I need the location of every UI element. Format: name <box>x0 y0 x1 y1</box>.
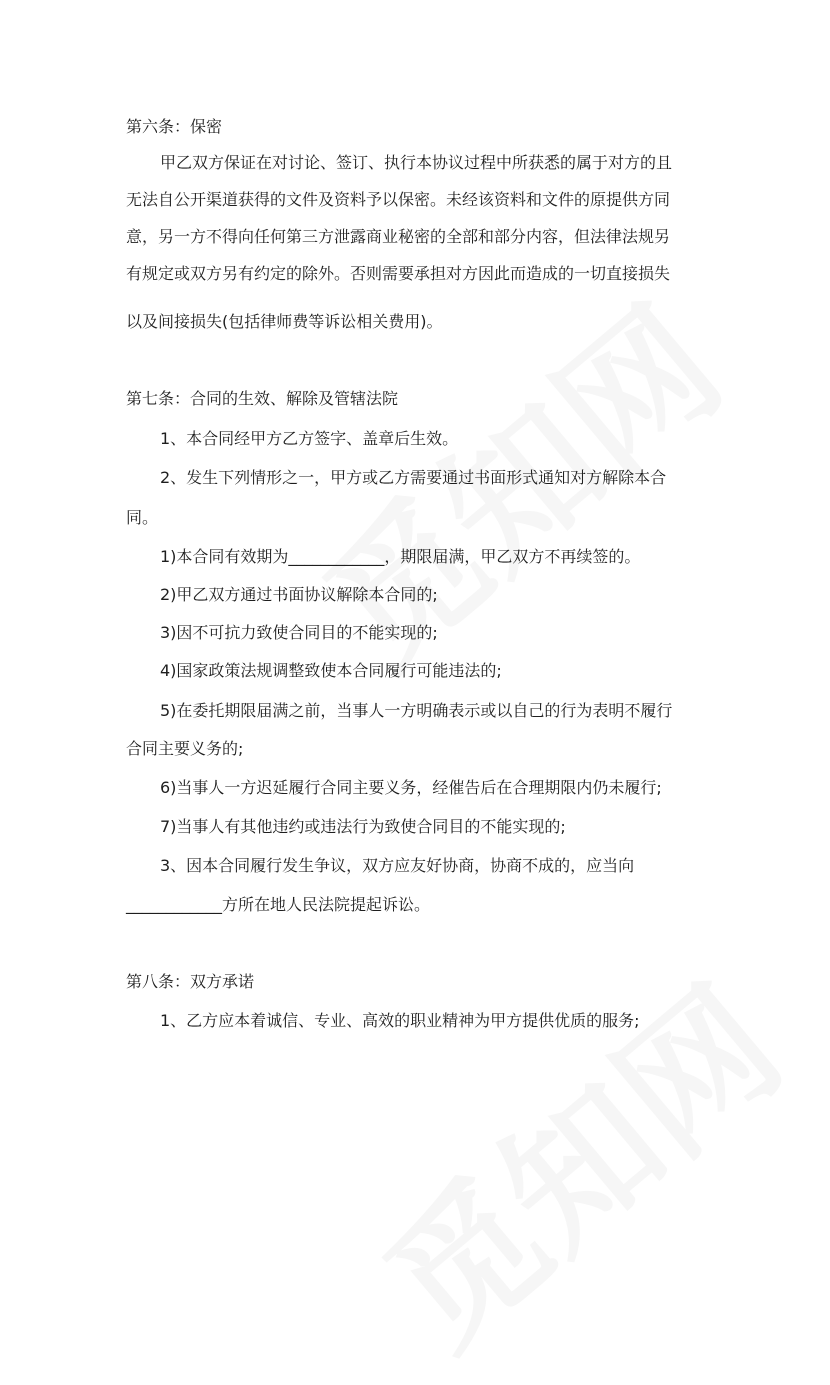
article6-heading: 第六条：保密 <box>126 117 223 136</box>
article7-heading: 第七条：合同的生效、解除及管辖法院 <box>126 389 399 408</box>
sub-clause: 6)当事人一方迟延履行合同主要义务，经催告后在合理期限内仍未履行; <box>160 778 662 797</box>
clause-item: 1、本合同经甲方乙方签字、盖章后生效。 <box>160 429 459 448</box>
clause-item: 3、因本合同履行发生争议，双方应友好协商，协商不成的，应当向 <box>160 856 635 875</box>
sub-clause: 7)当事人有其他违约或违法行为致使合同目的不能实现的; <box>160 817 566 836</box>
watermark <box>333 931 817 1385</box>
clause-item: 2、发生下列情形之一，甲方或乙方需要通过书面形式通知对方解除本合 <box>160 468 667 487</box>
clause-item: 同。 <box>126 508 159 527</box>
sub-clause: 2)甲乙双方通过书面协议解除本合同的; <box>160 585 438 604</box>
sub-clause: 4)国家政策法规调整致使本合同履行可能违法的; <box>160 661 502 680</box>
clause-item: ____________方所在地人民法院提起诉讼。 <box>126 895 431 914</box>
sub-clause: 3)因不可抗力致使合同目的不能实现的; <box>160 623 438 642</box>
sub-clause: 合同主要义务的; <box>126 739 244 758</box>
sub-clause: 1)本合同有效期为____________，期限届满，甲乙双方不再续签的。 <box>160 547 641 566</box>
clause-item: 1、乙方应本着诚信、专业、高效的职业精神为甲方提供优质的服务; <box>160 1011 640 1030</box>
paragraph-line: 以及间接损失(包括律师费等诉讼相关费用)。 <box>126 312 443 331</box>
sub-clause: 5)在委托期限届满之前，当事人一方明确表示或以自己的行为表明不履行 <box>160 701 673 720</box>
paragraph-line: 无法自公开渠道获得的文件及资料予以保密。未经该资料和文件的原提供方同 <box>126 190 671 209</box>
paragraph-line: 甲乙双方保证在对讨论、签订、执行本协议过程中所获悉的属于对方的且 <box>160 153 673 172</box>
article8-heading: 第八条：双方承诺 <box>126 972 255 991</box>
paragraph-line: 有规定或双方另有约定的除外。否则需要承担对方因此而造成的一切直接损失 <box>126 264 671 283</box>
paragraph-line: 意，另一方不得向任何第三方泄露商业秘密的全部和部分内容，但法律法规另 <box>126 227 671 246</box>
